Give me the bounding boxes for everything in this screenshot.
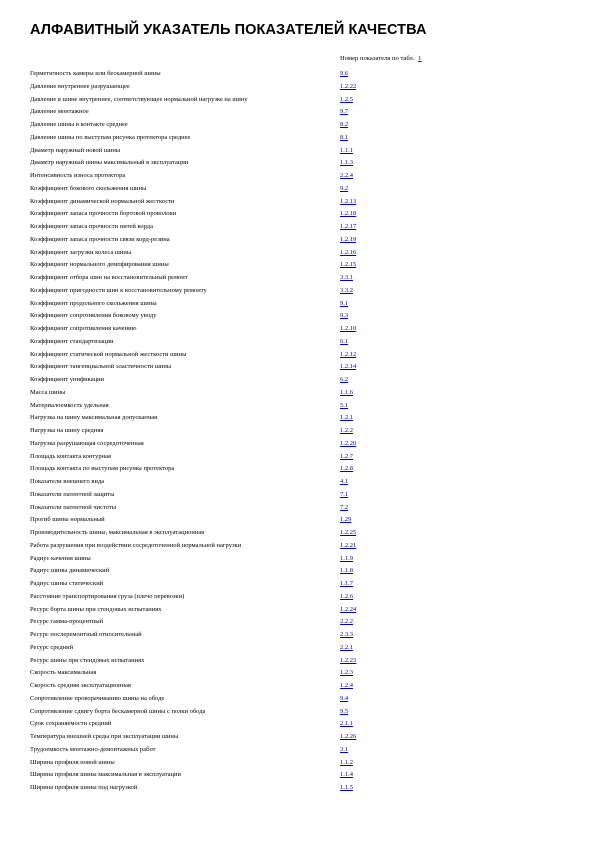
index-ref-link[interactable]: 1.2.1 xyxy=(340,414,353,422)
index-entry xyxy=(30,731,570,744)
index-term: Интенсивность износа протектора xyxy=(30,172,126,179)
index-ref-link[interactable]: 2.1.1 xyxy=(340,720,353,728)
index-ref-link[interactable]: 2.2.1 xyxy=(340,643,353,651)
index-term: Коэффициент загрузки колеса шины xyxy=(30,248,132,256)
index-ref-link[interactable]: 1.1.8 xyxy=(340,567,353,575)
index-term: Ресурс шины при стендовых испытаниях xyxy=(30,656,145,664)
index-ref-link[interactable]: 1.2.17 xyxy=(340,223,357,230)
index-entry xyxy=(30,298,570,311)
index-ref-link[interactable]: 1.1.2 xyxy=(340,758,353,766)
index-term: Давление в шине внутреннее, соответствующее нормальной нагрузке на шину xyxy=(30,95,248,103)
index-ref-link[interactable]: 7.1 xyxy=(340,490,349,498)
index-term: Коэффициент динамической нормальной жесткости xyxy=(30,197,175,205)
index-entry xyxy=(30,782,570,795)
index-ref-link[interactable]: 2.3.3 xyxy=(340,631,353,638)
index-ref-link[interactable]: 3.3.1 xyxy=(340,274,353,281)
index-term: Давление шины в контакте среднее xyxy=(30,121,128,128)
index-ref-link[interactable]: 8.1 xyxy=(340,133,349,141)
index-ref-link[interactable]: 9.2 xyxy=(340,184,349,192)
index-ref-link[interactable]: 7.2 xyxy=(340,503,349,511)
index-term: Срок сохраняемости средний xyxy=(30,720,112,728)
index-entry xyxy=(30,655,570,668)
index-term: Коэффициент стандартизации xyxy=(30,337,114,345)
index-ref-link[interactable]: 1.1.4 xyxy=(340,771,353,779)
index-entry xyxy=(30,196,570,209)
index-term: Ресурс гамма-процентный xyxy=(30,618,104,626)
index-entry xyxy=(30,336,570,349)
index-ref-link[interactable]: 1.2.24 xyxy=(340,605,357,613)
index-ref-link[interactable]: 3.3.2 xyxy=(340,286,353,294)
index-term: Радиус качения шины xyxy=(30,554,91,562)
index-entry xyxy=(30,208,570,221)
index-term: Производительность шины, максимальная в эксплуатационная xyxy=(30,529,205,536)
index-term: Коэффициент бокового скольжения шины xyxy=(30,184,147,192)
index-entry xyxy=(30,629,570,642)
index-entry xyxy=(30,502,570,515)
index-term: Трудоемкость монтажно-демонтажных работ xyxy=(30,745,156,753)
index-entry xyxy=(30,400,570,413)
index-ref-link[interactable]: 1.2.6 xyxy=(340,592,353,600)
index-ref-link[interactable]: 1.2.4 xyxy=(340,682,353,689)
table-reference-link[interactable]: 1 xyxy=(418,55,422,62)
index-term: Радиус шины статический xyxy=(30,580,104,587)
index-ref-link[interactable]: 9.3 xyxy=(340,312,349,320)
index-term: Работа разрушения при воздействии сосредоточенной нормальной нагрузки xyxy=(30,541,242,549)
index-ref-link[interactable]: 1.1.7 xyxy=(340,580,353,587)
index-ref-link[interactable]: 5.1 xyxy=(340,401,349,409)
index-term: Прогиб шины нормальный xyxy=(30,516,105,524)
index-entry xyxy=(30,68,570,81)
index-entry xyxy=(30,361,570,374)
index-entry xyxy=(30,642,570,655)
index-term: Герметичность камеры или бескамерной шины xyxy=(30,70,161,77)
index-entry xyxy=(30,527,570,540)
index-ref-link[interactable]: 4.1 xyxy=(340,478,349,485)
index-term: Диаметр наружный новой шины xyxy=(30,146,121,154)
index-term: Коэффициент тангенциальной эластичности шины xyxy=(30,363,172,371)
index-entry xyxy=(30,489,570,502)
index-ref-link[interactable]: 1.1.3 xyxy=(340,159,353,167)
index-ref-link[interactable]: 3.1 xyxy=(340,745,349,753)
index-entry xyxy=(30,616,570,629)
index-term: Температура внешней среды при эксплуатации шины xyxy=(30,733,179,740)
index-ref-link[interactable]: 1.2.19 xyxy=(340,235,357,243)
index-entry xyxy=(30,476,570,489)
index-entry xyxy=(30,94,570,107)
index-ref-link[interactable]: 2.2.2 xyxy=(340,618,353,626)
index-term: Коэффициент запаса прочности связи корд-резина xyxy=(30,235,170,243)
index-entry xyxy=(30,145,570,158)
index-entry xyxy=(30,349,570,362)
index-ref-link[interactable]: 1.2.16 xyxy=(340,248,357,256)
index-entry xyxy=(30,285,570,298)
index-entry xyxy=(30,591,570,604)
index-entry xyxy=(30,310,570,323)
index-term: Масса шины xyxy=(30,388,66,396)
index-term: Показатели внешнего вида xyxy=(30,478,105,485)
index-term: Диаметр наружный шины максимальный в эксплуатации xyxy=(30,159,189,167)
index-ref-link[interactable]: 1.2.14 xyxy=(340,363,357,371)
index-entry xyxy=(30,412,570,425)
index-ref-link[interactable]: 1.1.1 xyxy=(340,146,353,154)
index-term: Давление монтажное xyxy=(30,108,89,116)
index-term: Нагрузка на шину средняя xyxy=(30,427,104,434)
index-term: Коэффициент статической нормальной жесткости шины xyxy=(30,350,187,358)
index-ref-link[interactable]: 8.2 xyxy=(340,121,349,128)
index-term: Коэффициент унификации xyxy=(30,376,105,383)
index-ref-link[interactable]: 1.2.12 xyxy=(340,350,357,358)
column-header xyxy=(340,55,421,62)
index-term: Ресурс средний xyxy=(30,643,74,651)
index-term: Площадь контакта по выступам рисунка протектора xyxy=(30,465,175,473)
index-entry xyxy=(30,170,570,183)
index-entry xyxy=(30,106,570,119)
index-term: Коэффициент запаса прочности нитей корда xyxy=(30,223,153,230)
index-entry xyxy=(30,272,570,285)
index-entry xyxy=(30,578,570,591)
index-ref-link[interactable]: 2.2.4 xyxy=(340,172,353,179)
index-ref-link[interactable]: 9.7 xyxy=(340,108,349,116)
index-ref-link[interactable]: 1.2.25 xyxy=(340,529,357,536)
index-entry xyxy=(30,234,570,247)
index-term: Давление шины по выступам рисунка протектора среднее xyxy=(30,133,191,141)
index-entry xyxy=(30,667,570,680)
index-entry xyxy=(30,706,570,719)
index-ref-link[interactable]: 1.2.15 xyxy=(340,261,357,269)
index-ref-link[interactable]: 9.6 xyxy=(340,70,349,77)
index-entry xyxy=(30,718,570,731)
index-term: Сопротивление сдвигу борта бескамерной шины с полки обода xyxy=(30,707,206,715)
index-ref-link[interactable]: 1.2.3 xyxy=(340,669,353,677)
index-ref-link[interactable]: 1.2.26 xyxy=(340,733,357,740)
index-term: Ширина профиля шины максимальная в эксплуатации xyxy=(30,771,181,779)
index-term: Материалоемкость удельная xyxy=(30,401,109,409)
index-entry xyxy=(30,693,570,706)
index-term: Нагрузка разрушающая сосредоточенная xyxy=(30,439,144,447)
column-header-label: Номер показателя по табл. xyxy=(340,55,415,62)
index-term: Скорость средняя эксплуатационная xyxy=(30,682,131,689)
index-entry xyxy=(30,769,570,782)
index-entry xyxy=(30,463,570,476)
index-term: Ресурс послеремонтный относительный xyxy=(30,631,142,638)
index-ref-link[interactable]: 1.2.7 xyxy=(340,452,353,460)
index-term: Коэффициент отбора шин на восстановительный ремонт xyxy=(30,274,188,281)
index-entry xyxy=(30,438,570,451)
index-entry xyxy=(30,757,570,770)
index-entry xyxy=(30,553,570,566)
index-ref-link[interactable]: 1.2.21 xyxy=(340,541,357,549)
index-term: Расстояние транспортирования груза (плечо перевозки) xyxy=(30,592,185,600)
index-ref-link[interactable]: 1.1.5 xyxy=(340,784,353,791)
index-entry xyxy=(30,323,570,336)
index-term: Коэффициент сопротивления боковому уводу xyxy=(30,312,157,320)
index-entry xyxy=(30,604,570,617)
index-entry xyxy=(30,374,570,387)
index-entry xyxy=(30,119,570,132)
index-term: Коэффициент пригодности шин к восстановительному ремонту xyxy=(30,286,207,294)
index-ref-link[interactable]: 9.4 xyxy=(340,694,349,702)
index-entry xyxy=(30,221,570,234)
index-term: Коэффициент нормального демпфирования шины xyxy=(30,261,169,269)
index-term: Коэффициент запаса прочности бортовой проволоки xyxy=(30,210,177,218)
index-entry xyxy=(30,183,570,196)
index-entry xyxy=(30,425,570,438)
index-ref-link[interactable]: 1.2.10 xyxy=(340,325,357,332)
index-ref-link[interactable]: 1.2.20 xyxy=(340,439,357,447)
index-ref-link[interactable]: 9.1 xyxy=(340,299,349,307)
index-entry xyxy=(30,157,570,170)
index-term: Радиус шины динамический xyxy=(30,567,110,575)
index-term: Ресурс борта шины при стендовых испытаниях xyxy=(30,605,162,613)
index-ref-link[interactable]: 1.2.13 xyxy=(340,197,357,205)
index-ref-link[interactable]: 1.2.23 xyxy=(340,656,357,664)
index-ref-link[interactable]: 1.1.6 xyxy=(340,388,353,396)
index-ref-link[interactable]: 1.29 xyxy=(340,516,352,524)
index-ref-link[interactable]: 9.5 xyxy=(340,707,349,715)
index-entry xyxy=(30,540,570,553)
index-term: Нагрузка на шину максимальная допускаемая xyxy=(30,414,158,422)
index-list xyxy=(30,68,570,795)
index-term: Площадь контакта контурная xyxy=(30,452,112,460)
index-entry xyxy=(30,451,570,464)
index-term: Коэффициент продольного скольжения шины xyxy=(30,299,157,307)
index-ref-link[interactable]: 1.2.22 xyxy=(340,82,357,90)
index-entry xyxy=(30,259,570,272)
index-ref-link[interactable]: 6.2 xyxy=(340,376,349,383)
index-term: Показатели патентной защиты xyxy=(30,490,115,498)
index-entry xyxy=(30,565,570,578)
index-term: Показатели патентной чистоты xyxy=(30,503,117,511)
index-entry xyxy=(30,247,570,260)
index-entry xyxy=(30,132,570,145)
index-ref-link[interactable]: 1.1.9 xyxy=(340,554,353,562)
index-entry xyxy=(30,387,570,400)
index-term: Давление внутреннее разрушающее xyxy=(30,82,130,90)
index-entry xyxy=(30,514,570,527)
index-ref-link[interactable]: 1.2.8 xyxy=(340,465,353,473)
page-title: АЛФАВИТНЫЙ УКАЗАТЕЛЬ ПОКАЗАТЕЛЕЙ КАЧЕСТВА xyxy=(30,22,427,38)
index-ref-link[interactable]: 1.2.18 xyxy=(340,210,357,218)
index-term: Сопротивление проворачиванию шины на ободе xyxy=(30,694,165,702)
index-entry xyxy=(30,744,570,757)
index-ref-link[interactable]: 1.2.2 xyxy=(340,427,353,434)
index-term: Ширина профиля новой шины xyxy=(30,758,115,766)
index-term: Коэффициент сопротивления качению xyxy=(30,325,137,332)
index-entry xyxy=(30,81,570,94)
index-entry xyxy=(30,680,570,693)
index-term: Ширина профиля шины под нагрузкой xyxy=(30,784,138,791)
index-term: Скорость максимальная xyxy=(30,669,97,677)
index-ref-link[interactable]: 1.2.5 xyxy=(340,95,353,103)
index-ref-link[interactable]: 6.1 xyxy=(340,337,349,345)
